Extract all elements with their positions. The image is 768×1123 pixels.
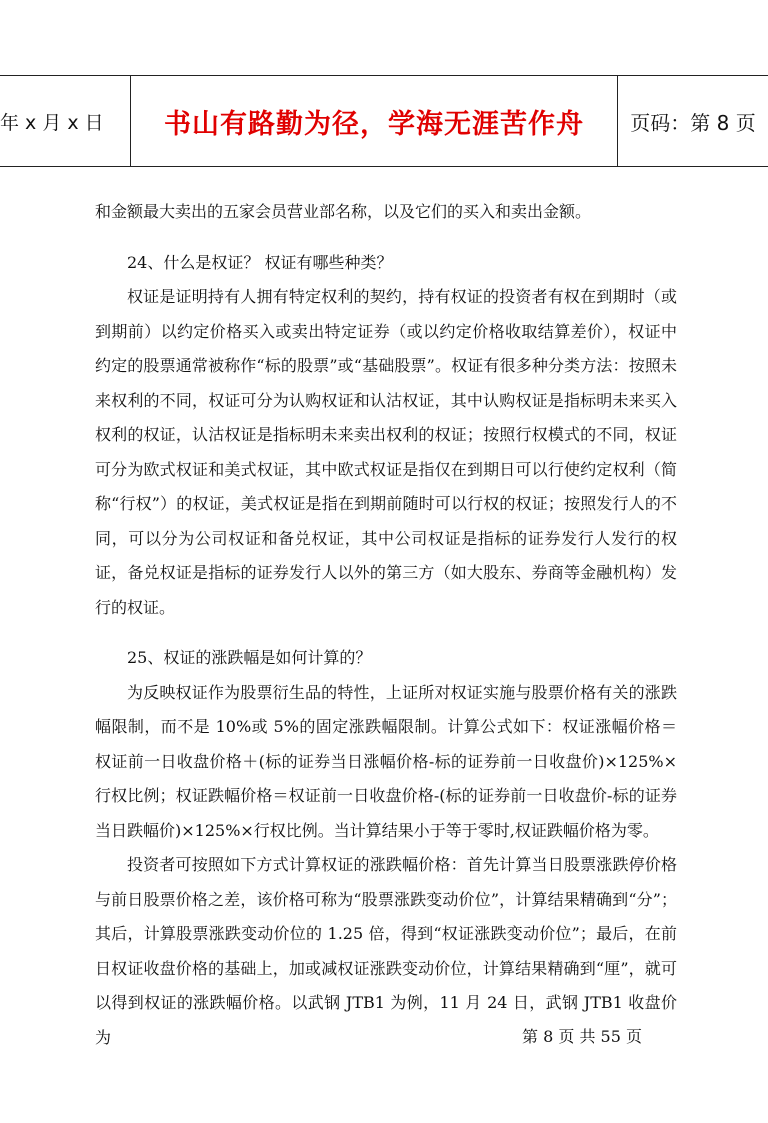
paragraph-continued: 和金额最大卖出的五家会员营业部名称，以及它们的买入和卖出金额。 bbox=[95, 202, 592, 221]
page-footer: 第 8 页 共 55 页 bbox=[522, 1027, 642, 1046]
header-date: 年 x 月 x 日 bbox=[0, 76, 131, 166]
question-24-heading: 24、什么是权证？ 权证有哪些种类？ bbox=[127, 252, 393, 272]
header-page-code: 页码：第 8 页 bbox=[630, 110, 756, 135]
answer-24-paragraph: 权证是证明持有人拥有特定权利的契约，持有权证的投资者有权在到期时（或到期前）以约定价格买入或卖出特定证券（或以约定价格收取结算差价），权证中约定的股票通常被称作“标的股票”或“基础股票”。权证有很多种分类方法：按照未来权利的不同，权证可分为认购权证和认沽权证，其中认购权证是指标明未来买入权利的权证，认沽权证是指标明未来卖出权利的权证；按照行权模式的不同，权证可分为欧式权证和美式权证，其中欧式权证是指仅在到期日可以行使约定权利（简称“行权”）的权证，美式权证是指在到期前随时可以行权的权证；按照发行人的不同，可以分为公司权证和备兑权证，其中公司权证是指标的证券发行人发行的权证，备兑权证是指标的证券发行人以外的第三方（如大股东、券商等金融机构）发行的权证。 bbox=[95, 287, 677, 617]
document-body bbox=[95, 195, 677, 1055]
answer-25-paragraph-2: 投资者可按照如下方式计算权证的涨跌幅价格：首先计算当日股票涨跌停价格与前日股票价格之差，该价格可称为“股票涨跌变动价位”，计算结果精确到“分”；其后，计算股票涨跌变动价位的 1.25 倍，得到“权证涨跌变动价位”；最后，在前日权证收盘价格的基础上，加或减权证涨跌变动价位，计算结果精确到“厘”，就可以得到权证的涨跌幅价格。以武钢 JTB1 为例，11 月 24 日，武钢 JTB1 收盘价为 bbox=[95, 855, 677, 1047]
question-25-heading: 25、权证的涨跌幅是如何计算的？ bbox=[127, 648, 372, 667]
answer-25-paragraph-1: 为反映权证作为股票衍生品的特性，上证所对权证实施与股票价格有关的涨跌幅限制，而不是 10%或 5%的固定涨跌幅限制。计算公式如下：权证涨幅价格＝权证前一日收盘价格＋(标的证券当日涨幅价格-标的证券前一日收盘价)×125%×行权比例；权证跌幅价格＝权证前一日收盘价格-(标的证券前一日收盘价-标的证券当日跌幅价)×125%×行权比例。当计算结果小于等于零时,权证跌幅价格为零。 bbox=[95, 682, 677, 840]
header-motto: 书山有路勤为径，学海无涯苦作舟 bbox=[131, 76, 618, 166]
page-header bbox=[0, 75, 768, 167]
